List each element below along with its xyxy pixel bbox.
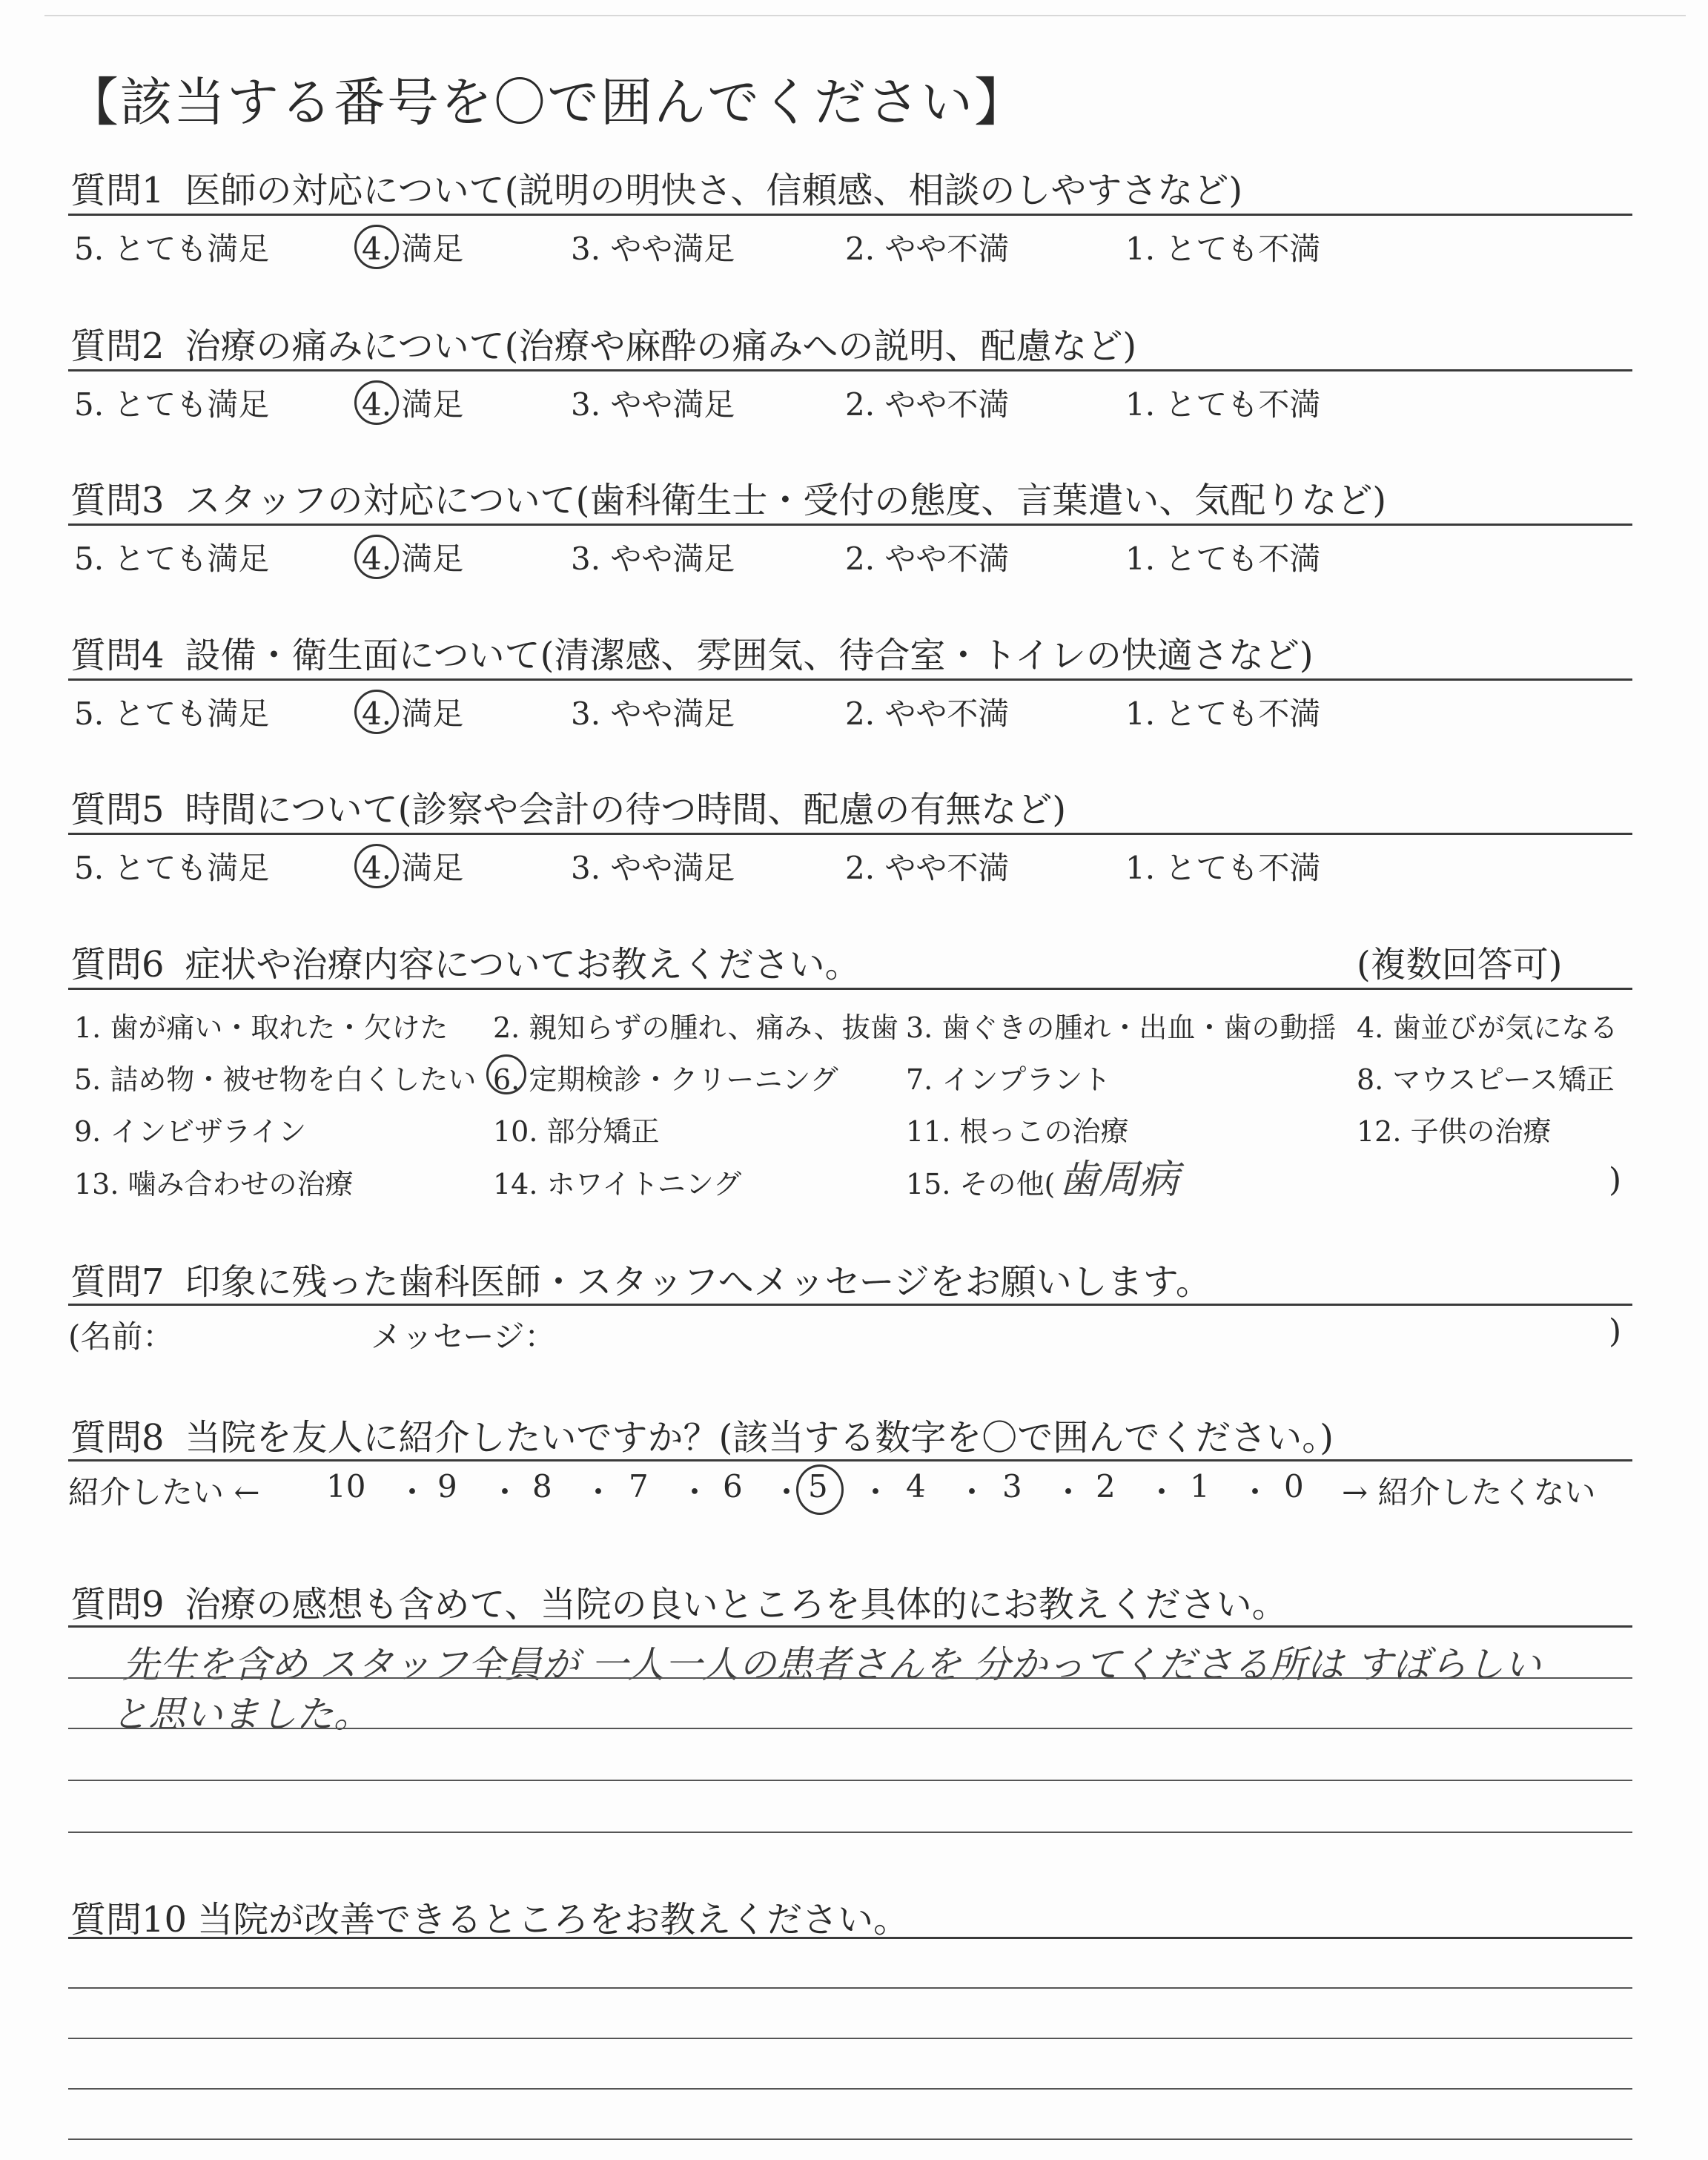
q9-answer-rule (68, 1832, 1632, 1833)
question-2-rule (68, 369, 1632, 371)
q6-option-7[interactable]: 7. インプラント (906, 1063, 1111, 1096)
question-4-number: 質問4 (70, 635, 165, 676)
q6-option-1[interactable]: 1. 歯が痛い・取れた・欠けた (74, 1011, 448, 1044)
q8-separator: ・ (1146, 1474, 1178, 1510)
q8-score-7[interactable]: 7 (629, 1468, 649, 1505)
q8-separator: ・ (583, 1474, 615, 1510)
question-3-text: スタッフの対応について(歯科衛生士・受付の態度、言葉遣い、気配りなど) (185, 480, 1387, 521)
question-8-text: 当院を友人に紹介したいですか？(該当する数字を〇で囲んでください。) (185, 1417, 1334, 1459)
question-6-rule (68, 988, 1632, 990)
question-6 (70, 936, 861, 987)
question-5-rule (68, 833, 1632, 835)
q8-right-label: → 紹介したくない (1342, 1474, 1596, 1510)
question-8-rule (68, 1459, 1632, 1462)
q3-option-5[interactable]: 5. とても満足 (74, 541, 270, 577)
question-9-number: 質問9 (70, 1584, 165, 1625)
question-10-number: 質問10 (70, 1899, 188, 1941)
q8-score-10[interactable]: 10 (326, 1468, 366, 1505)
q1-option-3[interactable]: 3. やや満足 (571, 231, 735, 267)
question-10-text: 当院が改善できるところをお教えください。 (197, 1899, 910, 1941)
q2-option-2[interactable]: 2. やや不満 (845, 386, 1010, 423)
question-6-note: (複数回答可) (1357, 944, 1563, 985)
q8-score-5[interactable]: 5 (808, 1468, 828, 1505)
q3-option-1[interactable]: 1. とても不満 (1125, 541, 1321, 577)
q8-separator: ・ (1239, 1474, 1271, 1510)
q6-option-11[interactable]: 11. 根っこの治療 (906, 1115, 1129, 1148)
question-1-text: 医師の対応について(説明の明快さ、信頼感、相談のしやすさなど) (185, 170, 1243, 211)
q2-option-1[interactable]: 1. とても不満 (1125, 386, 1321, 423)
question-5-number: 質問5 (70, 789, 165, 830)
q4-option-5[interactable]: 5. とても満足 (74, 696, 270, 732)
q6-option-9[interactable]: 9. インビザライン (74, 1115, 307, 1148)
q5-option-4[interactable]: 4. 満足 (362, 850, 464, 886)
question-4-rule (68, 678, 1632, 681)
question-1 (70, 162, 1242, 213)
question-5-text: 時間について(診察や会計の待つ時間、配慮の有無など) (185, 789, 1067, 830)
question-10 (70, 1891, 909, 1942)
q10-answer-rule (68, 2138, 1632, 2140)
q1-option-2[interactable]: 2. やや不満 (845, 231, 1010, 267)
q5-option-2[interactable]: 2. やや不満 (845, 850, 1010, 886)
q7-close-paren: ) (1609, 1312, 1622, 1350)
question-1-number: 質問1 (70, 170, 165, 211)
question-2-number: 質問2 (70, 326, 165, 367)
q2-option-4[interactable]: 4. 満足 (362, 386, 464, 423)
q4-option-3[interactable]: 3. やや満足 (571, 696, 735, 732)
q8-score-2[interactable]: 2 (1096, 1468, 1116, 1505)
q8-separator: ・ (956, 1474, 988, 1510)
question-9 (70, 1576, 1288, 1627)
q2-option-3[interactable]: 3. やや満足 (571, 386, 735, 423)
question-7-number: 質問7 (70, 1261, 165, 1303)
question-8 (70, 1409, 1334, 1460)
q3-option-3[interactable]: 3. やや満足 (571, 541, 735, 577)
q8-score-3[interactable]: 3 (1002, 1468, 1022, 1505)
q8-separator: ・ (860, 1474, 892, 1510)
q8-separator: ・ (679, 1474, 711, 1510)
q5-option-1[interactable]: 1. とても不満 (1125, 850, 1321, 886)
question-2-text: 治療の痛みについて(治療や麻酔の痛みへの説明、配慮など) (185, 326, 1137, 367)
question-8-number: 質問8 (70, 1417, 165, 1459)
q8-score-9[interactable]: 9 (437, 1468, 457, 1505)
question-3 (70, 472, 1386, 523)
question-4-text: 設備・衛生面について(清潔感、雰囲気、待合室・トイレの快適さなど) (185, 635, 1314, 676)
q7-message-label: メッセージ： (371, 1318, 556, 1355)
q6-other-close-paren: ) (1609, 1161, 1622, 1199)
question-7-rule (68, 1304, 1632, 1306)
q3-option-2[interactable]: 2. やや不満 (845, 541, 1010, 577)
q6-option-6[interactable]: 6. 定期検診・クリーニング (493, 1063, 838, 1096)
page-title: 【該当する番号を〇で囲んでください】 (67, 72, 1027, 133)
q3-option-4[interactable]: 4. 満足 (362, 541, 464, 577)
q6-option-4[interactable]: 4. 歯並びが気になる (1357, 1011, 1618, 1044)
q6-option-14[interactable]: 14. ホワイトニング (493, 1168, 742, 1200)
q1-option-4[interactable]: 4. 満足 (362, 231, 464, 267)
q7-name-label: (名前： (68, 1318, 174, 1355)
question-4 (70, 627, 1314, 678)
q5-option-3[interactable]: 3. やや満足 (571, 850, 735, 886)
q4-option-4[interactable]: 4. 満足 (362, 696, 464, 732)
question-3-rule (68, 524, 1632, 526)
q6-option-15[interactable]: 15. その他( (906, 1168, 1056, 1200)
question-7-text: 印象に残った歯科医師・スタッフへメッセージをお願いします。 (185, 1261, 1211, 1303)
q9-answer-rule (68, 1780, 1632, 1781)
q6-option-10[interactable]: 10. 部分矯正 (493, 1115, 660, 1148)
question-10-rule (68, 1937, 1632, 1939)
q9-answer-line-2: と思いました。 (111, 1693, 371, 1736)
question-5 (70, 781, 1066, 832)
question-7 (70, 1253, 1211, 1304)
q8-left-label: 紹介したい ← (68, 1474, 260, 1510)
question-9-text: 治療の感想も含めて、当院の良いところを具体的にお教えください。 (185, 1584, 1288, 1625)
q6-option-8[interactable]: 8. マウスピース矯正 (1357, 1063, 1615, 1096)
q8-score-6[interactable]: 6 (723, 1468, 743, 1505)
question-6-text: 症状や治療内容についてお教えください。 (185, 944, 861, 985)
q8-separator: ・ (397, 1474, 428, 1510)
q10-answer-rule (68, 2088, 1632, 2090)
q9-answer-rule (68, 1728, 1632, 1729)
q4-option-1[interactable]: 1. とても不満 (1125, 696, 1321, 732)
question-3-number: 質問3 (70, 480, 165, 521)
q6-option-12[interactable]: 12. 子供の治療 (1357, 1115, 1552, 1148)
q8-separator: ・ (1053, 1474, 1085, 1510)
q4-option-2[interactable]: 2. やや不満 (845, 696, 1010, 732)
q2-option-5[interactable]: 5. とても満足 (74, 386, 270, 423)
q8-score-4[interactable]: 4 (906, 1468, 926, 1505)
q10-answer-rule (68, 2038, 1632, 2039)
q9-answer-line-1: 先生を含め スタッフ全員が 一人一人の患者さんを 分かってくださる所は すばらしい (122, 1643, 1541, 1686)
q6-other-handwritten: 歯周病 (1059, 1156, 1179, 1203)
q8-separator: ・ (771, 1474, 803, 1510)
top-border (44, 15, 1686, 16)
q1-option-1[interactable]: 1. とても不満 (1125, 231, 1321, 267)
q8-score-1[interactable]: 1 (1190, 1468, 1210, 1505)
q6-option-3[interactable]: 3. 歯ぐきの腫れ・出血・歯の動揺 (906, 1011, 1337, 1044)
q6-option-13[interactable]: 13. 噛み合わせの治療 (74, 1168, 354, 1200)
q8-score-0[interactable]: 0 (1284, 1468, 1304, 1505)
question-6-number: 質問6 (70, 944, 165, 985)
q6-option-5[interactable]: 5. 詰め物・被せ物を白くしたい (74, 1063, 477, 1096)
q10-answer-rule (68, 1987, 1632, 1989)
q9-answer-rule (68, 1677, 1632, 1679)
q8-separator: ・ (489, 1474, 521, 1510)
question-2 (70, 317, 1136, 369)
question-9-rule (68, 1625, 1632, 1628)
q6-option-2[interactable]: 2. 親知らずの腫れ、痛み、抜歯 (493, 1011, 898, 1044)
q5-option-5[interactable]: 5. とても満足 (74, 850, 270, 886)
q8-score-8[interactable]: 8 (532, 1468, 552, 1505)
question-1-rule (68, 214, 1632, 216)
q1-option-5[interactable]: 5. とても満足 (74, 231, 270, 267)
